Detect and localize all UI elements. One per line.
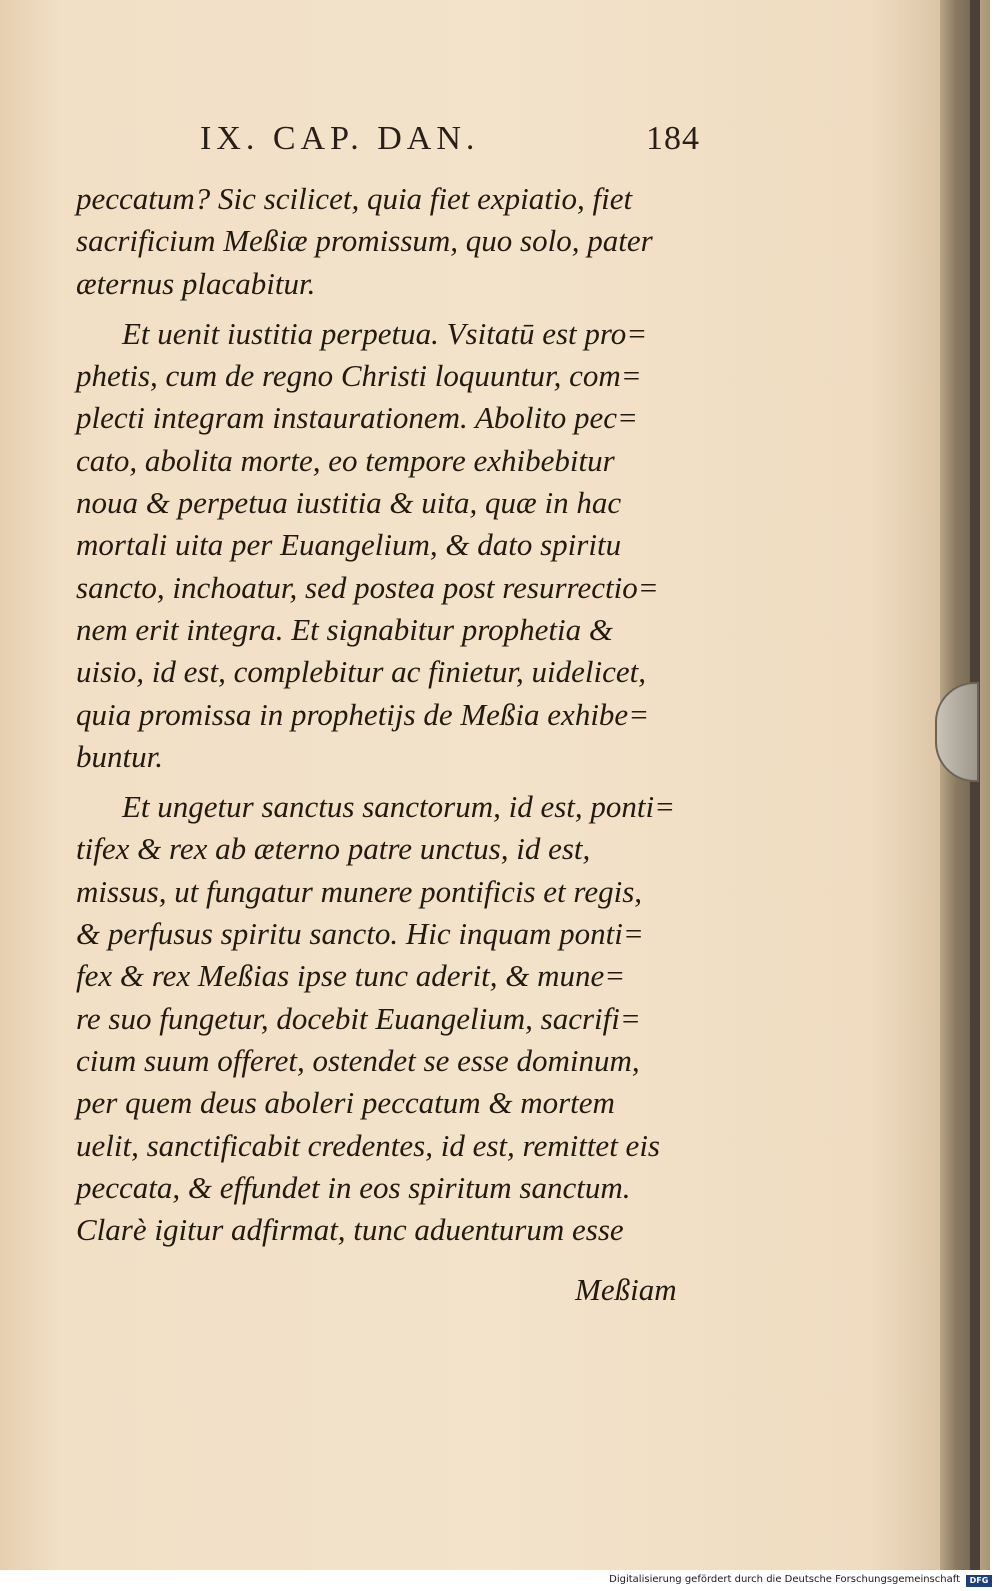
text-line: peccata, & effundet in eos spiritum sanctum. — [76, 1169, 631, 1205]
text-line: uisio, id est, complebitur ac finietur, uidelicet, — [76, 654, 646, 690]
catchword: Meßiam — [575, 1272, 677, 1307]
text-line: buntur. — [76, 738, 163, 774]
text-line: fex & rex Meßias ipse tunc aderit, & mune= — [76, 958, 626, 994]
dfg-logo: DFG — [966, 1575, 992, 1587]
text-line: sacrificium Meßiæ promissum, quo solo, pater — [76, 223, 653, 259]
text-line: Et uenit iustitia perpetua. Vsitatū est pro= — [122, 315, 648, 351]
text-line: cium suum offeret, ostendet se esse dominum, — [76, 1042, 640, 1078]
body-text — [76, 178, 706, 1251]
text-line: Et ungetur sanctus sanctorum, id est, ponti= — [122, 789, 676, 825]
running-head — [200, 120, 700, 164]
text-line: nem erit integra. Et signabitur prophetia & — [76, 611, 614, 647]
paragraph-break — [76, 778, 706, 786]
text-line: Clarè igitur adfirmat, tunc aduenturum esse — [76, 1212, 624, 1248]
text-line: tifex & rex ab æterno patre unctus, id est, — [76, 831, 591, 867]
paragraph-break — [76, 305, 706, 313]
text-line: re suo fungetur, docebit Euangelium, sacrifi= — [76, 1000, 641, 1036]
funding-credit: Digitalisierung gefördert durch die Deutsche Forschungsgemeinschaft — [609, 1574, 960, 1585]
text-line: quia promissa in prophetijs de Meßia exhibe= — [76, 696, 650, 732]
text-line: æternus placabitur. — [76, 265, 316, 301]
page-edge — [940, 0, 980, 1570]
text-line: phetis, cum de regno Christi loquuntur, com= — [76, 358, 642, 394]
text-line: sancto, inchoatur, sed postea post resurrectio= — [76, 569, 659, 605]
book-edge-shadow — [970, 0, 980, 1570]
digitization-footer — [0, 1572, 1000, 1591]
text-line: & perfusus spiritu sancto. Hic inquam ponti= — [76, 916, 644, 952]
text-line: cato, abolita morte, eo tempore exhibebitur — [76, 442, 615, 478]
chapter-title: IX. CAP. DAN. — [200, 120, 480, 157]
page-number: 184 — [646, 120, 700, 157]
text-line: peccatum? Sic scilicet, quia fiet expiatio, fiet — [76, 181, 633, 216]
text-line: noua & perpetua iustitia & uita, quæ in hac — [76, 485, 622, 521]
text-line: mortali uita per Euangelium, & dato spiritu — [76, 527, 622, 563]
text-line: per quem deus aboleri peccatum & mortem — [76, 1085, 615, 1121]
text-line: plecti integram instaurationem. Abolito pec= — [76, 400, 638, 436]
text-line: uelit, sanctificabit credentes, id est, remittet eis — [76, 1127, 660, 1163]
text-line: missus, ut fungatur munere pontificis et regis, — [76, 873, 643, 909]
